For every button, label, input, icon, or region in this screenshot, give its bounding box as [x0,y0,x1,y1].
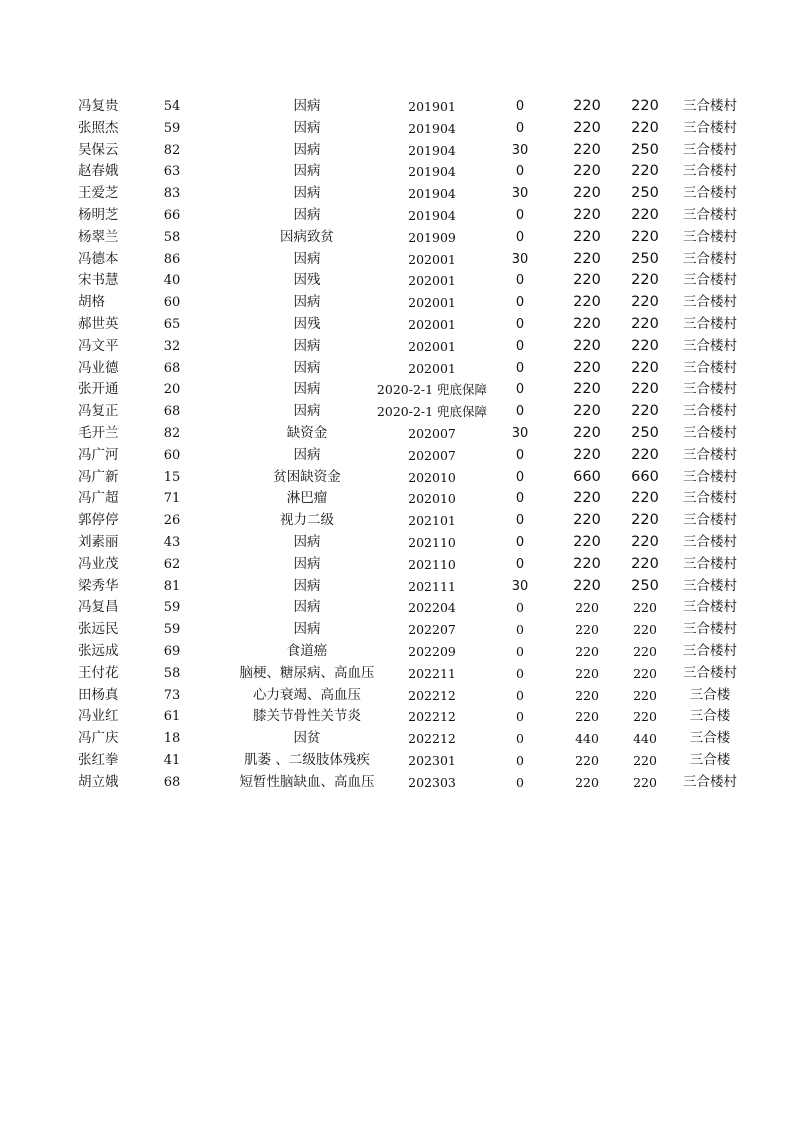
base-amount: 220 [573,337,601,354]
hardship-reason: 因病 [293,98,321,114]
hardship-reason: 因病 [293,141,321,158]
total-amount: 220 [633,665,657,681]
table-row [62,183,750,205]
total-amount: 220 [631,163,659,180]
recipient-name: 刘素丽 [78,533,119,550]
enrollment-date: 202001 [408,295,456,311]
base-amount: 220 [573,381,601,398]
enrollment-date: 202001 [408,273,456,289]
total-amount: 250 [631,185,659,202]
village-name: 三合楼村 [683,512,737,529]
recipient-name: 宋书慧 [78,272,119,289]
recipient-name: 郭停停 [78,512,119,529]
supplement-amount: 0 [515,513,525,529]
total-amount: 250 [631,577,659,594]
total-amount: 220 [631,228,659,245]
recipient-age: 82 [163,142,181,158]
recipient-name: 冯业红 [78,708,119,725]
hardship-reason: 脑梗、糖尿病、高血压 [239,664,375,681]
recipient-age: 65 [163,316,181,332]
recipient-name: 张照杰 [78,119,119,136]
table-row [62,205,750,227]
recipient-age: 58 [163,229,181,245]
enrollment-date: 202212 [408,731,456,747]
supplement-amount: 30 [511,142,529,158]
total-amount: 220 [631,294,659,311]
hardship-reason: 因病 [293,163,321,180]
hardship-reason: 因病 [293,555,321,572]
base-amount: 220 [573,141,601,158]
recipient-age: 43 [163,534,181,550]
village-name: 三合楼村 [683,381,737,398]
enrollment-date: 202001 [408,316,456,332]
supplement-amount: 0 [516,665,524,681]
enrollment-date: 202007 [408,425,456,441]
recipient-name: 赵春娥 [78,163,119,180]
table-row [62,314,750,336]
hardship-reason: 因病 [293,185,321,202]
village-name: 三合楼村 [683,185,737,202]
total-amount: 250 [631,141,659,158]
recipient-age: 68 [163,774,181,790]
base-amount: 220 [573,512,601,529]
village-name: 三合楼 [689,730,731,747]
table-row [62,597,750,619]
recipient-age: 62 [163,556,181,572]
total-amount: 220 [633,774,657,790]
recipient-name: 张远民 [78,621,119,638]
recipient-name: 梁秀华 [78,577,119,594]
table-row [62,423,750,445]
total-amount: 220 [631,315,659,332]
recipient-name: 杨明芝 [78,206,119,223]
hardship-reason: 食道癌 [286,642,328,659]
hardship-reason: 膝关节骨性关节炎 [253,708,361,725]
base-amount: 220 [573,228,601,245]
village-name: 三合楼村 [683,533,737,550]
enrollment-date: 2020-2-1 兜底保障 [376,404,488,420]
supplement-amount: 0 [516,622,524,638]
table-row [62,728,750,750]
table-row [62,336,750,358]
recipient-name: 田杨真 [78,686,119,703]
base-amount: 220 [573,490,601,507]
base-amount: 220 [573,577,601,594]
base-amount: 220 [573,424,601,441]
table-row [62,292,750,314]
village-name: 三合楼村 [683,206,737,223]
total-amount: 220 [631,272,659,289]
total-amount: 220 [633,687,657,703]
hardship-reason: 因病 [293,359,321,376]
base-amount: 220 [575,643,599,659]
enrollment-date: 201904 [408,120,456,136]
enrollment-date: 202207 [408,622,456,638]
base-amount: 220 [573,555,601,572]
recipient-age: 58 [163,665,181,681]
supplement-amount: 0 [515,360,525,376]
village-name: 三合楼村 [683,446,737,463]
total-amount: 220 [631,512,659,529]
recipient-name: 冯业茂 [78,555,119,572]
hardship-reason: 因病 [293,446,321,463]
total-amount: 220 [631,490,659,507]
enrollment-date: 201904 [408,142,456,158]
enrollment-date: 202101 [408,513,456,529]
enrollment-date: 202301 [408,752,456,768]
supplement-amount: 0 [515,207,525,223]
recipient-name: 毛开兰 [78,424,119,441]
supplement-amount: 0 [515,469,525,485]
base-amount: 220 [575,709,599,725]
base-amount: 220 [573,119,601,136]
supplement-amount: 0 [515,404,525,420]
enrollment-date: 202212 [408,709,456,725]
village-name: 三合楼村 [683,555,737,572]
recipient-age: 18 [163,731,181,747]
table-row [62,358,750,380]
supplement-amount: 30 [511,186,529,202]
total-amount: 220 [631,403,659,420]
recipient-age: 32 [163,338,181,354]
hardship-reason: 因病 [293,621,321,638]
recipient-name: 冯广超 [78,490,119,507]
recipient-name: 冯广河 [78,446,119,463]
village-name: 三合楼村 [683,228,737,245]
base-amount: 220 [573,294,601,311]
hardship-reason: 因病 [293,403,321,420]
supplement-amount: 0 [515,316,525,332]
base-amount: 220 [573,359,601,376]
total-amount: 220 [631,98,659,114]
recipient-name: 冯广庆 [78,730,119,747]
base-amount: 220 [573,185,601,202]
table-row [62,445,750,467]
total-amount: 220 [631,533,659,550]
hardship-reason: 因病 [293,337,321,354]
base-amount: 220 [573,403,601,420]
recipient-age: 68 [163,360,181,376]
village-name: 三合楼村 [683,773,737,790]
recipient-name: 张远成 [78,642,119,659]
hardship-reason: 因病 [293,294,321,311]
table-row [62,663,750,685]
total-amount: 220 [631,555,659,572]
table-row [62,750,750,772]
recipient-age: 60 [163,447,181,463]
enrollment-date: 202001 [408,251,456,267]
base-amount: 220 [575,774,599,790]
village-name: 三合楼村 [683,403,737,420]
hardship-reason: 因病 [293,119,321,136]
base-amount: 220 [573,446,601,463]
hardship-reason: 贫困缺资金 [273,468,341,485]
supplement-amount: 0 [515,295,525,311]
village-name: 三合楼村 [683,664,737,681]
table-row [62,488,750,510]
enrollment-date: 202204 [408,600,456,616]
supplement-amount: 30 [511,251,529,267]
table-row [62,532,750,554]
table-row [62,96,750,118]
village-name: 三合楼村 [683,294,737,311]
enrollment-date: 201901 [408,99,456,114]
enrollment-date: 202001 [408,360,456,376]
supplement-amount: 0 [516,774,524,790]
total-amount: 220 [633,600,657,616]
recipient-name: 冯复贵 [78,98,119,114]
supplement-amount: 0 [516,752,524,768]
hardship-reason: 因残 [293,272,321,289]
recipient-age: 69 [163,643,181,659]
recipient-age: 26 [163,513,181,529]
table-row [62,249,750,271]
table-row [62,772,750,794]
total-amount: 660 [631,468,659,485]
base-amount: 440 [575,731,599,747]
village-name: 三合楼村 [683,337,737,354]
recipient-age: 86 [163,251,181,267]
recipient-age: 54 [163,99,181,114]
recipient-name: 杨翠兰 [78,228,119,245]
village-name: 三合楼村 [683,490,737,507]
base-amount: 220 [575,622,599,638]
hardship-reason: 因病致贫 [280,228,334,245]
recipient-name: 冯业德 [78,359,119,376]
base-amount: 220 [573,272,601,289]
table-row [62,641,750,663]
village-name: 三合楼村 [683,621,737,638]
supplement-amount: 0 [515,338,525,354]
hardship-reason: 因病 [293,533,321,550]
hardship-reason: 因贫 [293,730,321,747]
base-amount: 220 [575,665,599,681]
recipient-name: 吴保云 [78,141,119,158]
total-amount: 220 [633,752,657,768]
supplement-amount: 0 [515,382,525,398]
hardship-reason: 因病 [293,599,321,616]
village-name: 三合楼村 [683,599,737,616]
hardship-reason: 视力二级 [280,512,334,529]
village-name: 三合楼村 [683,315,737,332]
total-amount: 220 [631,206,659,223]
supplement-amount: 0 [516,731,524,747]
supplement-amount: 0 [515,164,525,180]
enrollment-date: 202209 [408,643,456,659]
supplement-amount: 0 [515,229,525,245]
table-row [62,706,750,728]
recipient-name: 冯广新 [78,468,119,485]
village-name: 三合楼村 [683,163,737,180]
recipient-age: 20 [163,382,181,398]
supplement-amount: 0 [516,709,524,725]
enrollment-date: 201904 [408,207,456,223]
village-name: 三合楼村 [683,141,737,158]
village-name: 三合楼村 [683,577,737,594]
recipient-age: 73 [163,687,181,703]
supplement-amount: 0 [516,643,524,659]
table-row [62,467,750,489]
base-amount: 220 [573,250,601,267]
table-row [62,161,750,183]
total-amount: 220 [631,446,659,463]
recipient-name: 郝世英 [78,315,119,332]
total-amount: 220 [633,709,657,725]
table-row [62,379,750,401]
recipient-name: 冯文平 [78,337,119,354]
total-amount: 220 [633,622,657,638]
base-amount: 660 [573,468,601,485]
recipient-age: 15 [163,469,181,485]
enrollment-date: 202001 [408,338,456,354]
enrollment-date: 202303 [408,774,456,790]
recipient-name: 张红拳 [78,751,119,768]
total-amount: 220 [631,381,659,398]
total-amount: 250 [631,250,659,267]
recipient-age: 66 [163,207,181,223]
table-row [62,401,750,423]
hardship-reason: 因病 [293,250,321,267]
base-amount: 220 [573,206,601,223]
enrollment-date: 202110 [408,556,456,572]
recipient-name: 冯复正 [78,403,119,420]
village-name: 三合楼 [689,751,731,768]
village-name: 三合楼村 [683,424,737,441]
recipient-name: 冯复昌 [78,599,119,616]
enrollment-date: 2020-2-1 兜底保障 [376,382,488,398]
hardship-reason: 因病 [293,577,321,594]
enrollment-date: 201904 [408,186,456,202]
enrollment-date: 202010 [408,469,456,485]
hardship-reason: 因残 [293,315,321,332]
supplement-amount: 0 [515,273,525,289]
total-amount: 220 [631,337,659,354]
hardship-reason: 肌萎 、二级肢体残疾 [244,751,370,768]
recipient-age: 68 [163,404,181,420]
recipient-age: 59 [163,600,181,616]
enrollment-date: 201909 [408,229,456,245]
table-row [62,619,750,641]
recipient-age: 40 [163,273,181,289]
total-amount: 220 [631,359,659,376]
hardship-reason: 淋巴瘤 [286,490,328,507]
village-name: 三合楼村 [683,642,737,659]
recipient-name: 王付花 [78,664,119,681]
hardship-reason: 短暂性脑缺血、高血压 [239,773,375,790]
recipient-age: 81 [163,578,181,594]
recipient-age: 61 [163,709,181,725]
hardship-reason: 心力衰竭、高血压 [253,686,361,703]
supplement-amount: 0 [515,556,525,572]
base-amount: 220 [573,98,601,114]
village-name: 三合楼村 [683,468,737,485]
enrollment-date: 202211 [408,665,456,681]
table-row [62,227,750,249]
total-amount: 440 [633,731,657,747]
base-amount: 220 [573,315,601,332]
supplement-amount: 30 [511,425,529,441]
supplement-amount: 0 [515,534,525,550]
assistance-roster-table [62,96,750,794]
enrollment-date: 202212 [408,687,456,703]
total-amount: 220 [633,643,657,659]
recipient-age: 60 [163,295,181,311]
total-amount: 250 [631,424,659,441]
supplement-amount: 0 [516,600,524,616]
supplement-amount: 0 [515,120,525,136]
base-amount: 220 [575,687,599,703]
recipient-age: 71 [163,491,181,507]
recipient-name: 张开通 [78,381,119,398]
recipient-age: 59 [163,120,181,136]
village-name: 三合楼村 [683,119,737,136]
hardship-reason: 缺资金 [286,424,328,441]
enrollment-date: 202111 [408,578,456,594]
village-name: 三合楼村 [683,359,737,376]
recipient-age: 82 [163,425,181,441]
recipient-name: 胡格 [78,294,105,311]
recipient-age: 59 [163,622,181,638]
recipient-name: 胡立娥 [78,773,119,790]
supplement-amount: 0 [515,447,525,463]
recipient-name: 冯德本 [78,250,119,267]
village-name: 三合楼村 [683,250,737,267]
base-amount: 220 [575,752,599,768]
table-row [62,118,750,140]
base-amount: 220 [573,163,601,180]
table-row [62,510,750,532]
supplement-amount: 30 [511,578,529,594]
base-amount: 220 [573,533,601,550]
table-row [62,554,750,576]
supplement-amount: 0 [515,99,525,114]
hardship-reason: 因病 [293,206,321,223]
supplement-amount: 0 [515,491,525,507]
recipient-name: 王爱芝 [78,185,119,202]
village-name: 三合楼 [689,708,731,725]
table-row [62,576,750,598]
enrollment-date: 202110 [408,534,456,550]
enrollment-date: 201904 [408,164,456,180]
hardship-reason: 因病 [293,381,321,398]
enrollment-date: 202007 [408,447,456,463]
total-amount: 220 [631,119,659,136]
table-row [62,140,750,162]
recipient-age: 63 [163,164,181,180]
village-name: 三合楼 [689,686,731,703]
recipient-age: 83 [163,186,181,202]
village-name: 三合楼村 [683,272,737,289]
recipient-age: 41 [163,752,181,768]
supplement-amount: 0 [516,687,524,703]
table-row [62,270,750,292]
village-name: 三合楼村 [683,98,737,114]
table-row [62,685,750,707]
enrollment-date: 202010 [408,491,456,507]
base-amount: 220 [575,600,599,616]
